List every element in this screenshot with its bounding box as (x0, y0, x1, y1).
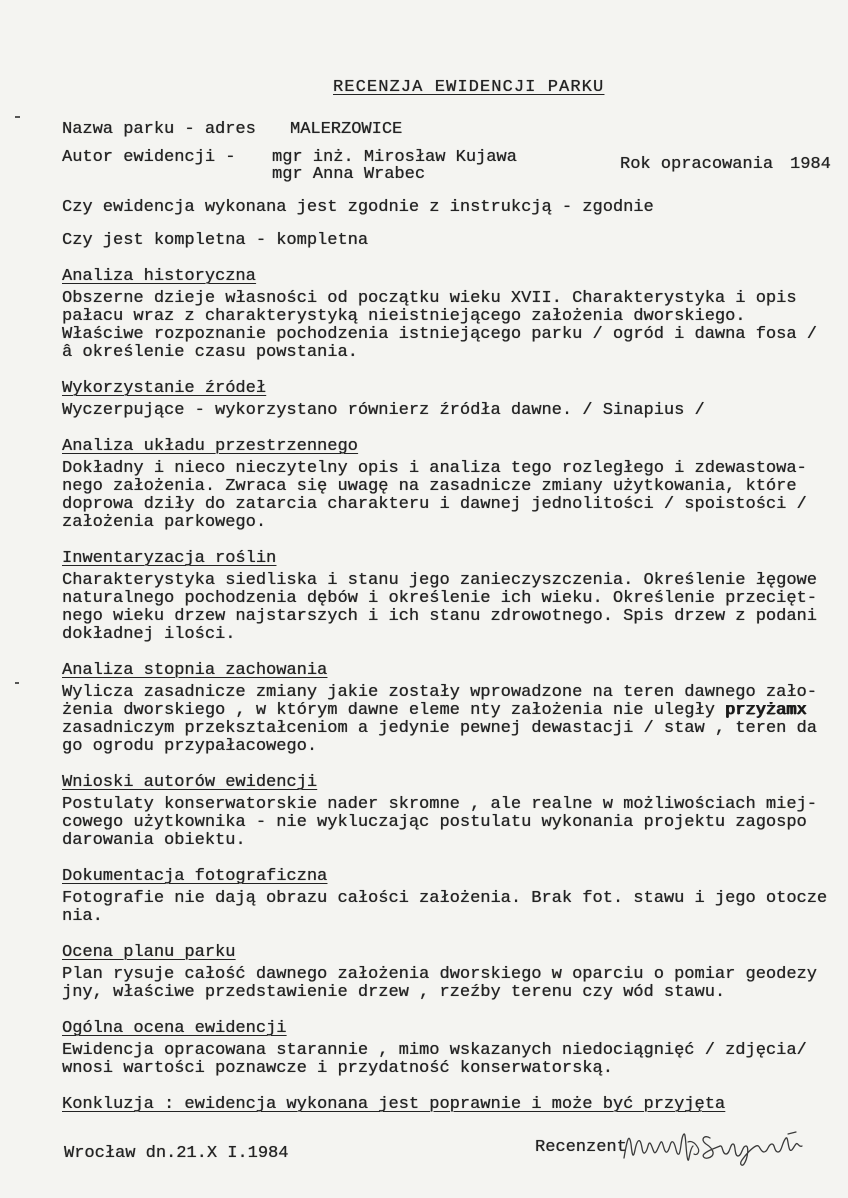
author-label: Autor ewidencji - (62, 148, 236, 167)
signature-image (618, 1124, 810, 1170)
section-heading: Analiza historyczna (62, 267, 256, 286)
body-line: Postulaty konserwatorskie nader skromne , ale realne w możliwościach miej- (62, 795, 817, 814)
section-plant-inventory (62, 550, 842, 644)
compliance-line: Czy ewidencja wykonana jest zgodnie z instrukcją - zgodnie (62, 198, 654, 217)
body-line: Plan rysuje całość dawnego założenia dworskiego w oparciu o pomiar geodezy (62, 965, 817, 984)
place-date: Wrocław dn.21.X I.1984 (64, 1144, 289, 1163)
reviewer-label: Recenzent (535, 1138, 627, 1157)
body-line: nego wieku drzew najstarszych i ich stanu zdrowotnego. Spis drzew z podani (62, 607, 817, 626)
section-heading: Inwentaryzacja roślin (62, 549, 277, 568)
body-line: Dokładny i nieco nieczytelny opis i analiza tego rozległego i zdewastowa- (62, 459, 807, 478)
section-heading: Analiza stopnia zachowania (62, 661, 328, 680)
body-line: Wylicza zasadnicze zmiany jakie zostały wprowadzone na teren dawnego zało- (62, 683, 817, 702)
body-line: Ewidencja opracowana starannie , mimo wskazanych niedociągnięć / zdjęcia/ (62, 1041, 807, 1060)
section-heading: Wnioski autorów ewidencji (62, 773, 318, 792)
body-line: wnosi wartości poznawcze i przydatność konserwatorską. (62, 1059, 613, 1078)
year-value: 1984 (790, 155, 831, 174)
body-line: nia. (62, 907, 103, 926)
body-line: jny, właściwe przedstawienie drzew , rzeźby terenu czy wód stawu. (62, 983, 726, 1002)
section-heading: Wykorzystanie źródeł (62, 379, 267, 398)
body-line: Wyczerpujące - wykorzystano równierz źródła dawne. / Sinapius / (62, 401, 705, 420)
section-author-conclusions (62, 774, 842, 850)
section-preservation (62, 662, 842, 756)
review-sections (62, 268, 842, 1114)
body-line: naturalnego pochodzenia dębów i określenie ich wieku. Określenie przecięt- (62, 589, 817, 608)
year-label: Rok opracowania (620, 155, 774, 174)
author-name: mgr Anna Wrabec (272, 165, 426, 184)
body-line: pałacu wraz z charakterystyką nieistniejącego założenia dworskiego. (62, 307, 746, 326)
document-title: RECENZJA EWIDENCJI PARKU (333, 78, 605, 97)
conclusion-line: Konkluzja : ewidencja wykonana jest poprawnie i może być przyjęta (62, 1095, 726, 1114)
body-line: darowania obiektu. (62, 831, 246, 850)
body-line: nego założenia. Zwraca się uwagę na zasadnicze zmiany użytkowania, które (62, 477, 797, 496)
section-spatial-layout (62, 438, 842, 532)
body-line: cowego użytkownika - nie wykluczając postulatu wykonania projektu zagospo (62, 813, 807, 832)
body-line: Obszerne dzieje własności od początku wieku XVII. Charakterystyka i opis (62, 289, 797, 308)
section-heading: Analiza układu przestrzennego (62, 437, 358, 456)
overtyped-word: przyżamx (725, 701, 807, 720)
body-line: założenia parkowego. (62, 513, 267, 532)
body-line: Fotografie nie dają obrazu całości założenia. Brak fot. stawu i jego otocze (62, 889, 828, 908)
body-line: zasadniczym przekształceniom a jedynie pewnej dewastacji / staw , teren da (62, 719, 817, 738)
body-line: Charakterystyka siedliska i stanu jego zanieczyszczenia. Określenie łęgowe (62, 571, 817, 590)
body-line (62, 702, 842, 720)
section-heading: Ogólna ocena ewidencji (62, 1019, 287, 1038)
section-park-plan (62, 944, 842, 1002)
section-heading: Ocena planu parku (62, 943, 236, 962)
section-photo-documentation (62, 868, 842, 926)
section-heading: Dokumentacja fotograficzna (62, 867, 328, 886)
section-sources (62, 380, 842, 420)
completeness-line: Czy jest kompletna - kompletna (62, 231, 369, 250)
park-name-value: MALERZOWICE (290, 120, 403, 139)
margin-mark (15, 116, 20, 118)
section-historical-analysis (62, 268, 842, 362)
margin-mark (15, 682, 19, 684)
body-line: doprowa dziły do zatarcia charakteru i dawnej jednolitości / spoistości / (62, 495, 807, 514)
section-overall-assessment (62, 1020, 842, 1078)
author-name: mgr inż. Mirosław Kujawa (272, 148, 517, 167)
body-line: Właściwe rozpoznanie pochodzenia istniejącego parku / ogród i dawna fosa / (62, 325, 817, 344)
body-line: dokładnej ilości. (62, 625, 236, 644)
park-name-label: Nazwa parku - adres (62, 120, 256, 139)
body-line-text: żenia dworskiego , w którym dawne eleme nty założenia nie uległy (62, 701, 726, 720)
body-line: â określenie czasu powstania. (62, 343, 358, 362)
body-line: go ogrodu przypałacowego. (62, 737, 318, 756)
